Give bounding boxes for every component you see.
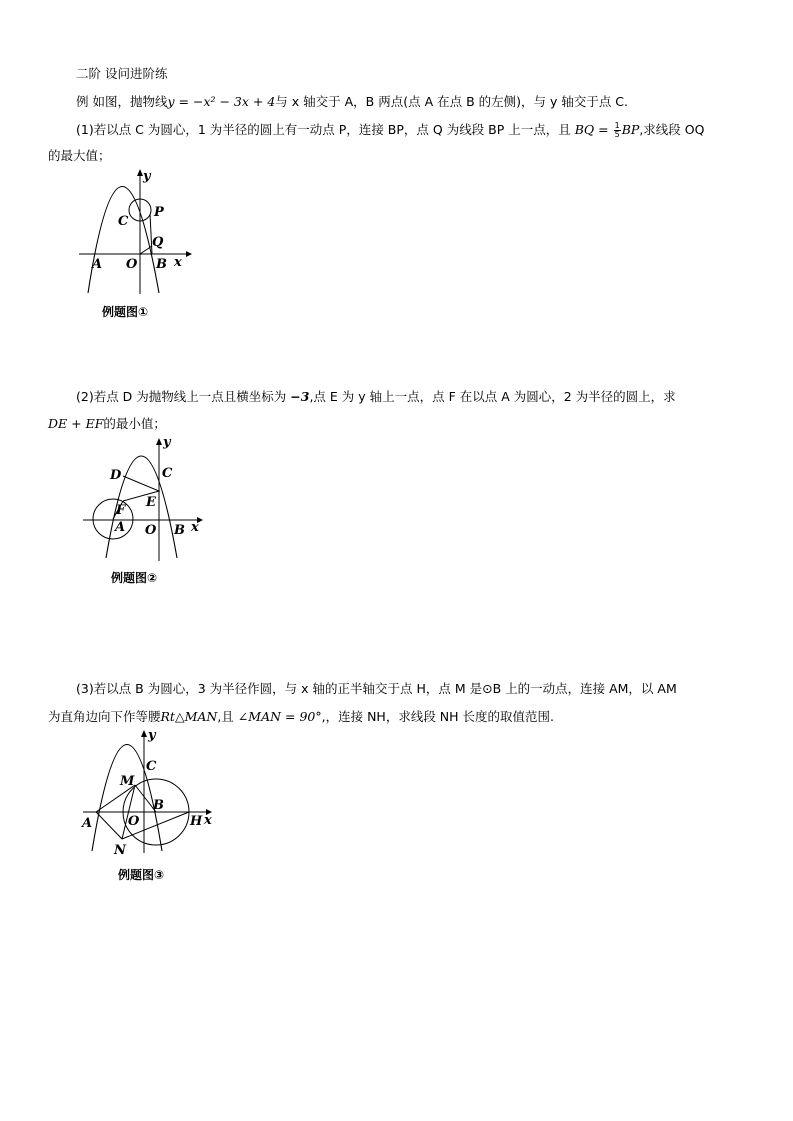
parabola-equation: y = −x² − 3x + 4 [167,94,276,109]
fig3-label-o: O [128,814,140,829]
fig1-label-c: C [118,214,129,229]
q3-text-c: ,且 [217,709,234,724]
fig1-label-q: Q [152,235,164,250]
fig1-label-o: O [126,257,138,272]
fig2-label-x: x [191,520,199,535]
q1-bp: BP [621,122,640,137]
q2-text-b: ,点 E 为 y 轴上一点，点 F 在以点 A 为圆心，2 为半径的圆上，求 [309,389,676,404]
figure-2 [80,433,210,563]
fig3-label-x: x [204,813,212,828]
q1-text-a: (1)若以点 C 为圆心，1 为半径的圆上有一动点 P，连接 BP，点 Q 为线段 BP 上一点，且 [76,122,571,137]
fig3-label-n: N [114,843,126,858]
q1-text-c: 的最大值； [48,148,111,163]
q1-frac-num: 1 [614,121,620,130]
q2-expr: DE + EF [48,416,104,431]
fig2-label-y: y [163,435,171,450]
fig3-label-c: C [146,759,157,774]
example-statement [76,94,628,110]
q3-text-d: ,，连接 NH，求线段 NH 长度的取值范围. [321,709,554,724]
q1-fraction [614,122,621,139]
fig2-label-e: E [146,495,156,510]
question-2-line-2 [48,416,166,432]
question-3-line-2 [48,709,554,725]
fig3-label-b: B [153,798,164,813]
q3-rt: Rt△MAN [160,709,218,724]
fig3-segment-an [96,812,122,839]
q2-text-a: (2)若点 D 为抛物线上一点且横坐标为 [76,389,287,404]
fig3-y-arrow [141,730,147,737]
fig1-label-p: P [154,205,164,220]
figure-1 [74,168,194,298]
fig1-label-x: x [174,255,182,270]
figure-3 [80,727,220,857]
figure-2-caption: 例题图② [111,571,158,585]
fig3-label-y: y [148,728,156,743]
figure-3-caption: 例题图③ [118,868,165,882]
fig1-label-b: B [156,257,167,272]
q1-bq: BQ = [574,122,609,137]
figure-1-caption: 例题图① [102,305,149,319]
fig2-label-o: O [145,523,157,538]
q2-value: −3 [290,389,310,404]
fig1-label-y: y [143,169,151,184]
section-heading: 二阶 设问进阶练 [76,66,168,81]
question-1-line-1 [76,122,704,139]
fig2-y-arrow [156,438,162,445]
fig2-label-f: F [116,503,126,518]
fig2-label-c: C [162,466,173,481]
q1-frac-den: 5 [614,130,620,139]
fig3-label-h: H [190,814,203,829]
fig1-label-a: A [92,257,103,272]
fig2-label-b: B [174,523,185,538]
example-suffix: 与 x 轴交于 A，B 两点(点 A 在点 B 的左侧)，与 y 轴交于点 C. [275,94,629,109]
fig2-label-a: A [115,520,126,535]
q3-angle: ∠MAN = 90° [237,709,322,724]
q1-text-b: ,求线段 OQ [639,122,705,137]
example-prefix: 例 如图，抛物线 [76,94,168,109]
q2-text-c: 的最小值； [103,416,166,431]
q3-text-a: (3)若以点 B 为圆心，3 为半径作圆，与 x 轴的正半轴交于点 H，点 M 是⊙B 上的一动点，连接 AM，以 AM [76,681,677,696]
fig3-label-m: M [120,774,135,789]
fig3-label-a: A [82,816,93,831]
q3-text-b: 为直角边向下作等腰 [48,709,161,724]
fig1-x-arrow [186,251,192,257]
fig2-label-d: D [110,468,122,483]
question-2-line-1 [76,389,676,405]
